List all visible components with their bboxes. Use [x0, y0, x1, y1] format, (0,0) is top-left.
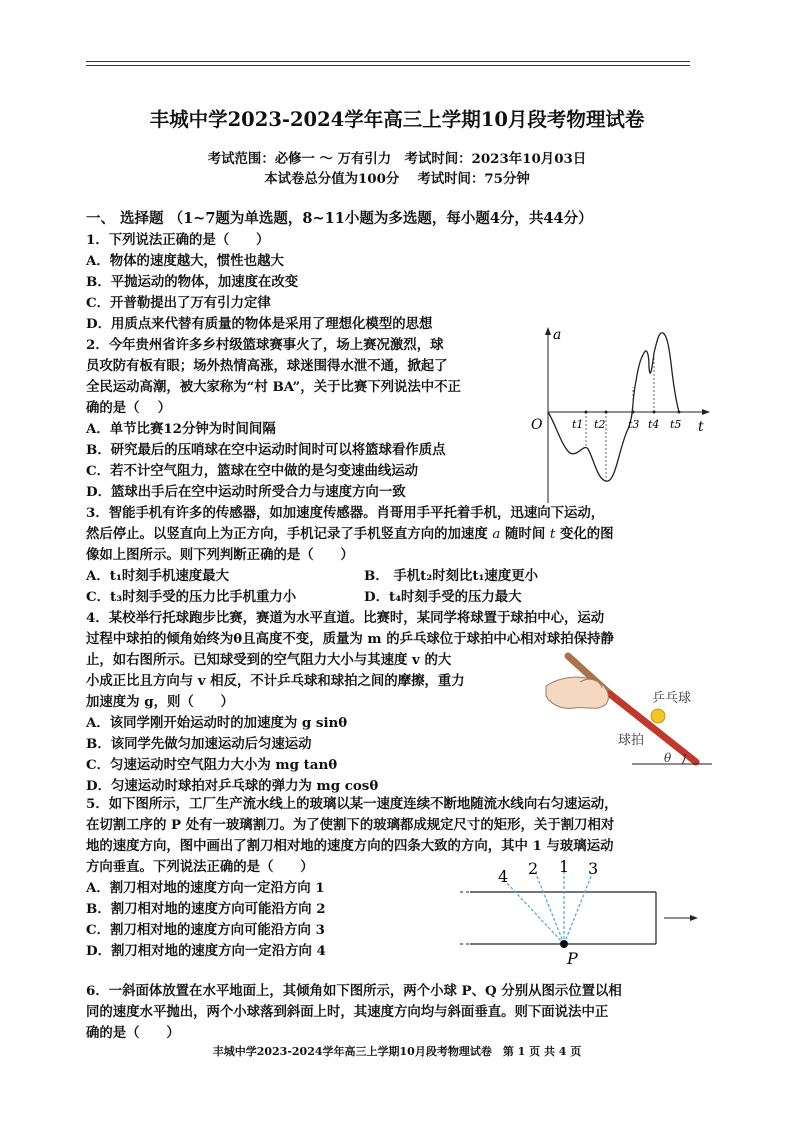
ball-label: 乒乓球: [652, 691, 692, 706]
q4-option-a: A．该同学刚开始运动时的加速度为 g sinθ: [86, 715, 348, 731]
q3-option-a: A．t₁时刻手机速度最大: [86, 568, 229, 584]
q5-option-b: B．割刀相对地的速度方向可能沿方向 2: [86, 901, 326, 917]
q6-stem-2: 同的速度水平抛出，两个小球落到斜面上时，其速度方向均与斜面垂直。则下面说法中正: [86, 1004, 609, 1020]
paddle-label: 球拍: [618, 733, 645, 748]
graph-y-label: a: [553, 327, 562, 343]
graph-tick-t4: t4: [648, 418, 660, 431]
angle-label: θ: [664, 751, 672, 765]
q4-stem-3: 止，如右图所示。已知球受到的空气阻力大小与其速度 v 的大: [86, 652, 452, 668]
graph-origin-label: O: [531, 417, 543, 433]
graph-tick-t1: t1: [572, 418, 584, 431]
paddle-figure: [536, 650, 716, 770]
exam-info-line-1: 考试范围：必修一 ～ 万有引力 考试时间：2023年10月03日: [207, 151, 587, 167]
q1-option-a: A．物体的速度越大，惯性也越大: [86, 253, 284, 269]
point-label: P: [567, 949, 578, 968]
q3-option-d: D．t₄时刻手受的压力最大: [364, 589, 522, 605]
direction-4: [506, 882, 564, 944]
glass-cutting-figure: [460, 852, 710, 968]
q4-stem-1: 4．某校举行托球跑步比赛，赛道为水平直道。比赛时，某同学将球置于球拍中心，运动: [86, 610, 605, 626]
q2-option-b: B．研究最后的压哨球在空中运动时间时可以将篮球看作质点: [86, 442, 446, 458]
q3-var-a: a: [492, 527, 501, 542]
q2-stem-3: 全民运动高潮，被大家称为“村 BA”，关于比赛下列说法中不正: [86, 379, 461, 395]
q3-stem-1: 3．智能手机有许多的传感器，如加速度传感器。肖哥用手平托着手机，迅速向下运动，: [86, 505, 605, 521]
cutter-point: [560, 940, 568, 948]
header-rule-thin: [86, 65, 690, 66]
acceleration-time-graph: [528, 325, 712, 505]
q1-option-d: D．用质点来代替有质量的物体是采用了理想化模型的思想: [86, 316, 433, 332]
q2-option-a: A．单节比赛12分钟为时间间隔: [86, 421, 276, 437]
direction-3: [564, 874, 592, 944]
direction-label-1: 1: [559, 857, 570, 876]
q4-option-c: C．匀速运动时空气阻力大小为 mg tanθ: [86, 757, 338, 773]
graph-tick-t2: t2: [594, 418, 606, 431]
q5-option-d: D．割刀相对地的速度方向一定沿方向 4: [86, 943, 326, 959]
q5-option-c: C．割刀相对地的速度方向可能沿方向 3: [86, 922, 325, 938]
q1-stem: 1．下列说法正确的是（ ）: [86, 232, 270, 248]
direction-2: [536, 874, 564, 944]
q2-stem-1: 2．今年贵州省许多乡村级篮球赛事火了，场上赛况激烈，球: [86, 337, 444, 353]
page-footer: 丰城中学2023-2024学年高三上学期10月段考物理试卷 第 1 页 共 4 页: [212, 1045, 582, 1058]
q4-option-d: D．匀速运动时球拍对乒乓球的弹力为 mg cosθ: [86, 778, 379, 794]
graph-x-label: t: [698, 419, 704, 435]
hand-icon: [546, 677, 608, 708]
q3-stem-2-end: 变化的图: [559, 526, 614, 542]
graph-tick-t5: t5: [670, 418, 682, 431]
q2-option-c: C．若不计空气阻力，篮球在空中做的是匀变速曲线运动: [86, 463, 419, 479]
q3-option-c: C．t₃时刻手受的压力比手机重力小: [86, 589, 297, 605]
q1-option-c: C．开普勒提出了万有引力定律: [86, 295, 271, 311]
graph-tick-t3: t3: [628, 418, 640, 431]
q2-option-d: D．篮球出手后在空中运动时所受合力与速度方向一致: [86, 484, 406, 500]
q5-option-a: A．割刀相对地的速度方向一定沿方向 1: [86, 880, 325, 896]
q4-stem-4: 小成正比且方向与 v 相反，不计乒乓球和球拍之间的摩擦，重力: [86, 673, 465, 689]
q3-option-b: B． 手机t₂时刻比t₁速度更小: [364, 568, 538, 584]
q5-stem-1: 5．如下图所示，工厂生产流水线上的玻璃以某一速度连续不断地随流水线向右匀速运动，: [86, 796, 618, 812]
section-heading: 一、 选择题 （1~7题为单选题，8~11小题为多选题，每小题4分，共44分）: [86, 210, 593, 227]
q2-stem-4: 确的是（ ）: [86, 400, 172, 416]
q3-stem-3: 像如上图所示。则下列判断正确的是（ ）: [86, 547, 354, 563]
q4-stem-2: 过程中球拍的倾角始终为θ且高度不变，质量为 m 的乒乓球位于球拍中心相对球拍保持静: [86, 631, 614, 647]
q3-stem-2-text: 然后停止。以竖直向上为正方向，手机记录了手机竖直方向的加速度: [86, 526, 488, 542]
direction-label-3: 3: [588, 859, 599, 878]
q3-stem-2-mid: 随时间: [505, 526, 546, 542]
q3-stem-2: [86, 524, 614, 545]
header-rule: [86, 61, 690, 62]
exam-info-line-2: 本试卷总分值为100分 考试时间：75分钟: [264, 171, 530, 187]
exam-title: 丰城中学2023-2024学年高三上学期10月段考物理试卷: [149, 108, 645, 131]
q5-stem-2: 在切割工序的 P 处有一玻璃割刀。为了使割下的玻璃都成规定尺寸的矩形，关于割刀相对: [86, 817, 615, 833]
q5-stem-4: 方向垂直。下列说法正确的是（ ）: [86, 859, 314, 875]
q2-stem-2: 员攻防有板有眼；场外热情高涨，球迷围得水泄不通，掀起了: [86, 358, 448, 374]
direction-label-4: 4: [498, 867, 509, 886]
q5-stem-3: 地的速度方向，图中画出了割刀相对地的速度方向的四条大致的方向，其中 1 与玻璃运动: [86, 838, 614, 854]
q6-stem-3: 确的是（ ）: [86, 1025, 180, 1041]
q4-stem-5: 加速度为 g，则（ ）: [86, 694, 234, 710]
q3-var-t: t: [549, 527, 556, 542]
q4-option-b: B．该同学先做匀加速运动后匀速运动: [86, 736, 312, 752]
q1-option-b: B．平抛运动的物体，加速度在改变: [86, 274, 299, 290]
q6-stem-1: 6．一斜面体放置在水平地面上，其倾角如下图所示，两个小球 P、Q 分别从图示位置以相: [86, 983, 622, 999]
direction-label-2: 2: [528, 859, 539, 878]
graph-curve: [548, 333, 682, 481]
ping-pong-ball: [651, 709, 665, 723]
